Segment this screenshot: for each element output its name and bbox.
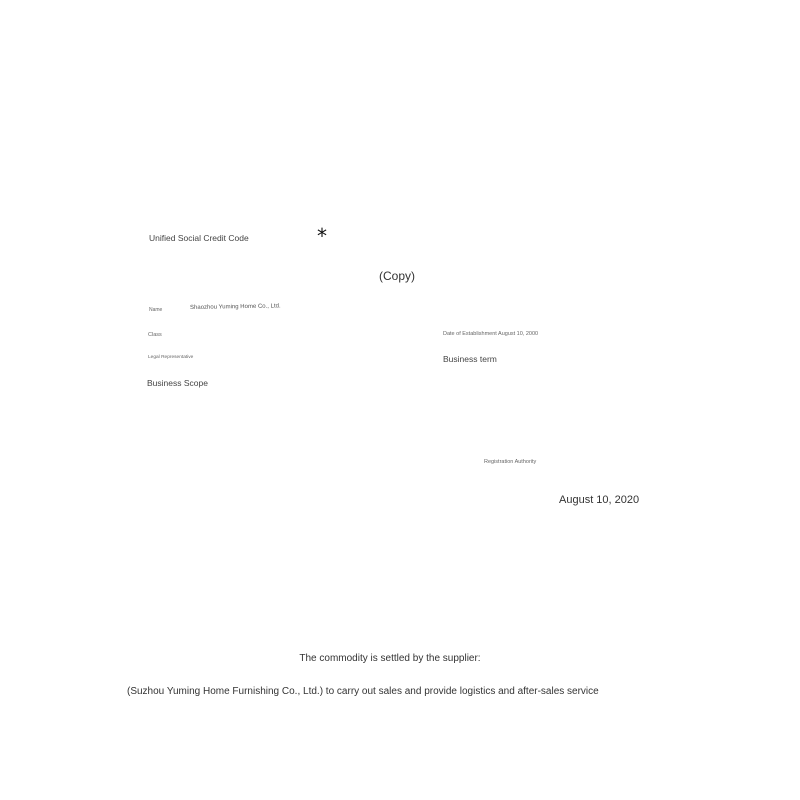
legal-representative-label: Legal Representative (148, 355, 194, 360)
business-scope-label: Business Scope (147, 378, 208, 388)
registration-date: August 10, 2020 (559, 494, 640, 506)
company-name-value: Shaozhou Yuming Home Co., Ltd. (189, 303, 281, 311)
date-of-establishment: Date of Establishment August 10, 2000 (443, 331, 539, 337)
settled-by-supplier-text: The commodity is settled by the supplier: (299, 653, 481, 664)
business-term-label: Business term (443, 354, 497, 364)
class-label: Class (148, 332, 162, 338)
credit-code-label: Unified Social Credit Code (149, 233, 249, 243)
name-label: Name (149, 307, 163, 313)
star-mark: * (317, 224, 327, 248)
registration-authority-label: Registration Authority (484, 459, 537, 465)
copy-label: (Copy) (379, 269, 416, 283)
supplier-service-text: (Suzhou Yuming Home Furnishing Co., Ltd.) to carry out sales and provide logistics and after-sales service (127, 686, 599, 697)
